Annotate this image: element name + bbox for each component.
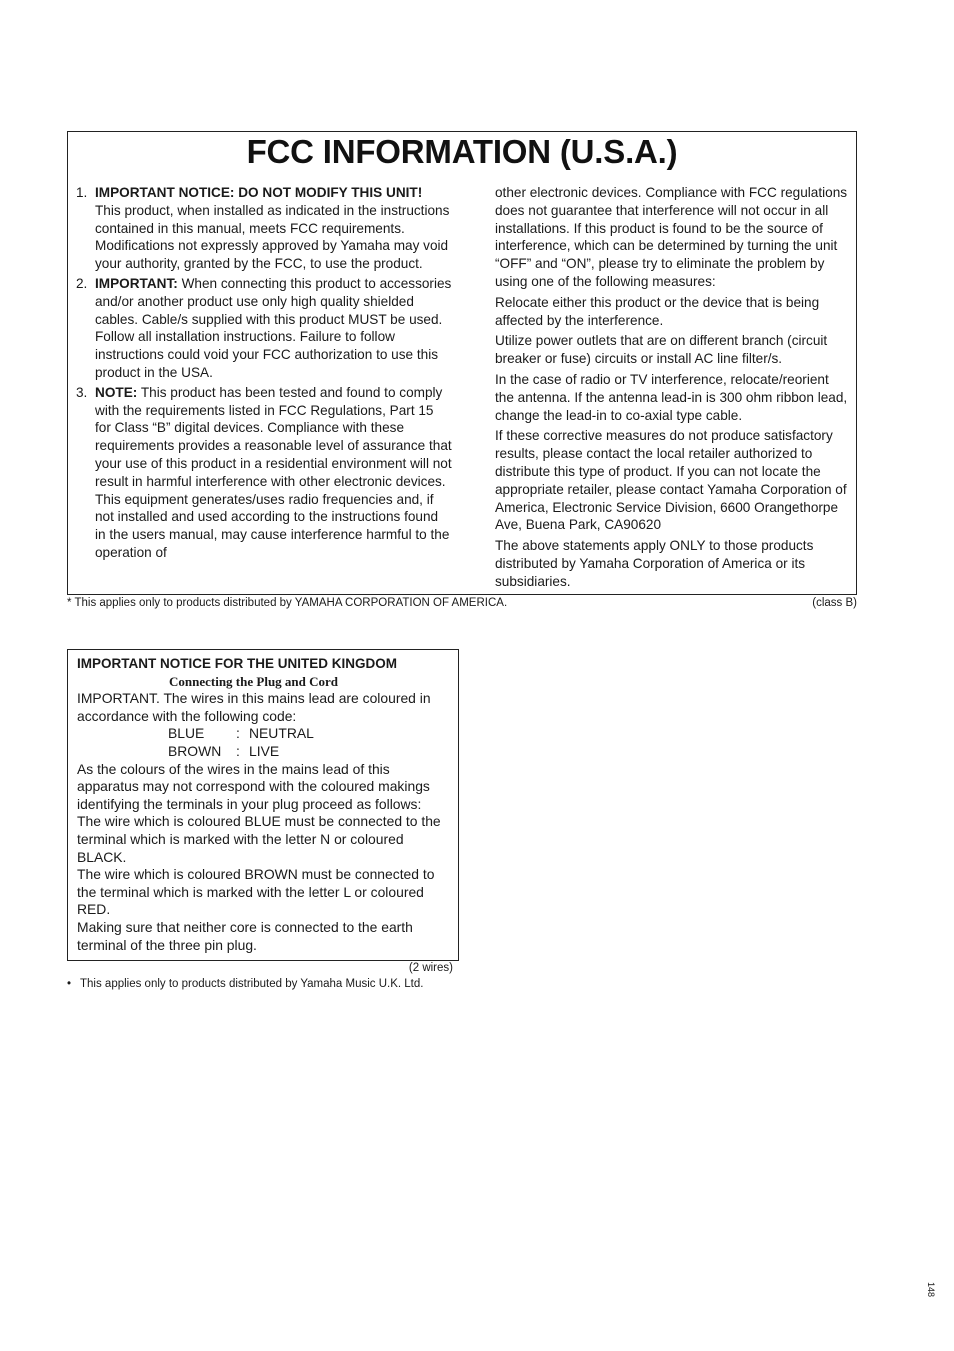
fcc-item-2 xyxy=(76,275,452,382)
fcc-item-1 xyxy=(76,184,452,273)
fcc-section xyxy=(67,131,857,595)
uk-footnote-text: This applies only to products distributed by Yamaha Music U.K. Ltd. xyxy=(80,978,424,990)
fcc-paragraph: In the case of radio or TV interference, relocate/reorient the antenna. If the antenna lead-in is 300 ohm ribbon lead, change the lead-in to co-axial type cable. xyxy=(495,371,848,423)
fcc-paragraph: Relocate either this product or the device that is being affected by the interference. xyxy=(495,294,820,328)
fcc-paragraph: other electronic devices. Compliance with FCC regulations does not guarantee that interference will not occur in all installations. If this product is found to be the source of interference, which can be determined by turning the unit “OFF” and “ON”, please try to eliminate the problem by using one of the following measures: xyxy=(495,185,848,289)
uk-notice-box xyxy=(67,649,459,961)
item-body: When connecting this product to accessories and/or another product use only high quality shielded cables. Cable/s supplied with this product MUST be used. Follow all installation instructions. Failure to follow instructions could void your FCC authorization to use this product in the USA. xyxy=(95,275,452,380)
page-number: 148 xyxy=(926,1282,936,1298)
wire-separator: : xyxy=(236,725,240,742)
fcc-footnote-text: * This applies only to products distributed by YAMAHA CORPORATION OF AMERICA. xyxy=(67,597,508,609)
fcc-paragraph: Utilize power outlets that are on different branch (circuit breaker or fuse) circuits or install AC line filter/s. xyxy=(495,333,828,367)
fcc-footnote xyxy=(67,597,857,609)
item-number: 2. xyxy=(76,275,88,291)
fcc-left-column xyxy=(76,184,452,564)
item-heading: IMPORTANT NOTICE: DO NOT MODIFY THIS UNIT! xyxy=(95,185,423,200)
wire-row-blue xyxy=(77,725,449,743)
bullet-icon: • xyxy=(67,978,72,990)
uk-paragraph: Making sure that neither core is connected to the earth terminal of the three pin plug. xyxy=(77,918,413,953)
fcc-right-column xyxy=(495,184,851,594)
item-body: This product, when installed as indicated in the instructions contained in this manual, meets FCC requirements. Modifications not expressly approved by Yamaha may void your authority, granted by the FCC, to use the product. xyxy=(95,202,450,272)
uk-subtitle: Connecting the Plug and Cord xyxy=(169,673,339,689)
uk-title: IMPORTANT NOTICE FOR THE UNITED KINGDOM xyxy=(77,656,397,671)
wire-row-brown xyxy=(77,743,449,761)
item-number: 1. xyxy=(76,185,88,200)
wire-meaning: NEUTRAL xyxy=(249,725,314,742)
item-body: This product has been tested and found to comply with the requirements listed in FCC Regulations, Part 15 for Class “B” digital devices. Compliance with these requirements provides a reasonable level of assurance that your use of this product in a residential environment will not result in harmful interference with other electronic devices. This equipment generates/uses radio frequencies and, if not installed and used according to the instructions found in the users manual, may cause interference harmful to the operation of xyxy=(95,384,452,560)
item-heading: NOTE: xyxy=(95,384,138,400)
uk-paragraph: As the colours of the wires in the mains lead of this apparatus may not correspond with the coloured makings identifying the terminals in your plug proceed as follows: xyxy=(77,760,430,812)
uk-paragraph: The wire which is coloured BLUE must be connected to the terminal which is marked with the letter N or coloured BLACK. xyxy=(77,813,441,865)
item-heading: IMPORTANT: xyxy=(95,275,178,291)
fcc-paragraph: If these corrective measures do not produce satisfactory results, please contact the local retailer authorized to distribute this type of product. If you can not locate the appropriate retailer, please contact Yamaha Corporation of America, Electronic Service Division, 6600 Orangethorpe Ave, Buena Park, CA90620 xyxy=(495,428,847,533)
wire-separator: : xyxy=(236,742,240,759)
wires-label: (2 wires) xyxy=(408,962,453,974)
class-label: (class B) xyxy=(812,597,857,609)
wire-color: BROWN xyxy=(168,742,222,759)
fcc-paragraph: The above statements apply ONLY to those products distributed by Yamaha Corporation of America or its subsidiaries. xyxy=(495,538,814,589)
uk-footnote xyxy=(67,977,447,993)
uk-paragraph: The wire which is coloured BROWN must be connected to the terminal which is marked with the letter L or coloured RED. xyxy=(77,866,435,918)
wire-meaning: LIVE xyxy=(249,742,280,759)
fcc-item-3 xyxy=(76,384,452,562)
fcc-title: FCC INFORMATION (U.S.A.) xyxy=(246,133,678,170)
wire-color: BLUE xyxy=(168,725,205,742)
uk-intro: IMPORTANT. The wires in this mains lead are coloured in accordance with the following code: xyxy=(77,690,431,724)
item-number: 3. xyxy=(76,384,88,400)
